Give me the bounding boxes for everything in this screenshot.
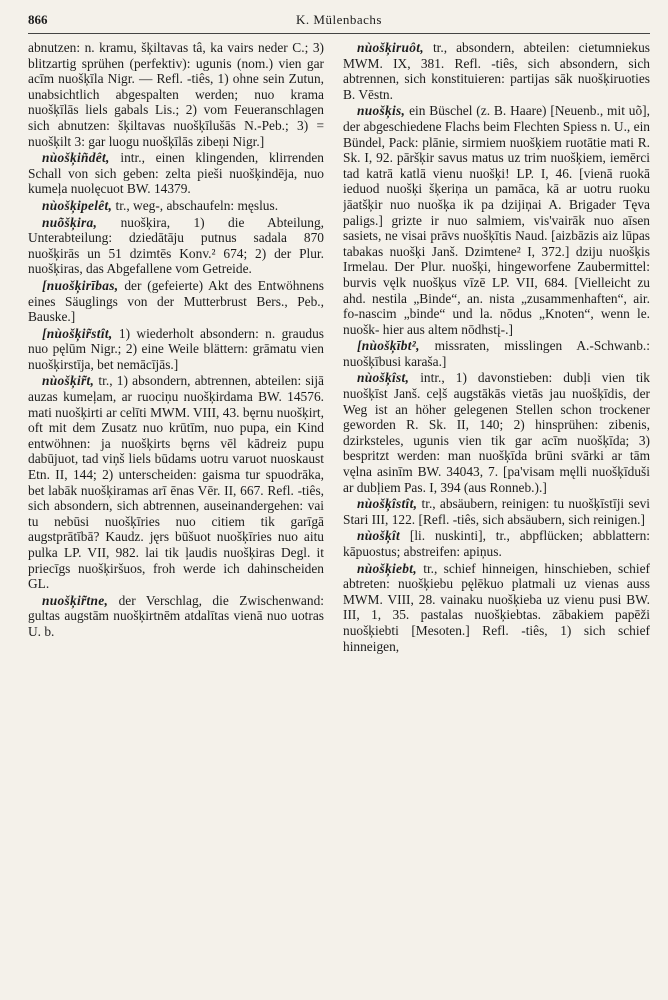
entry-headword: nùošķîstît, — [357, 496, 418, 512]
entry-text: tr., absondern, abteilen: cietumniekus MWM. IX, 381. Refl. -tiês, sich absondern, sich abtrennen, sich konstituieren: partijas sāk nuošķiruoties B. Vēstn. — [343, 40, 650, 102]
entry-headword: nùošķiebt, — [357, 560, 417, 576]
entry-text: missraten, misslingen A.-Schwanb.: nuošķībusi karaša.] — [343, 338, 650, 369]
dictionary-entry — [28, 593, 324, 640]
entry-text: tr., 1) absondern, abtrennen, abteilen: sijā auzas kumeļam, ar ruociņu nuošķirdama BW. 14576. mati nuošķirti ar celīti MWM. VIII, 43. bęrnu nuošķirt, oft mit dem Zusatz nuo krūtīm, nuo pupa, ein Kind entwöhnen: ja nuošķirts bęrns vēl kādreiz pupu dabūjuot, tad viņš liels būdams uotru varuot nuoskaust Etn. II, 144; 2) unterscheiden: gaisma tur spuodrāka, bet labāk nuošķiramas arī ēnas Vēr. II, 667. Refl. -tiês, sich absondern, sich abtrennen, auseinandergehen: vai tu nebūsi nuošķīries nuo citiem tik garīgā augstprātībā? Kaudz. jęrs būšuot nuošķīries nuo aitu pulka LP. VII, 982. lai tik ļaudis nuošķiras Degl. it priecīgs nuošķiršuos, froh werde ich dahinscheiden GL. — [28, 373, 324, 592]
entry-text: intr., 1) davonstieben: dubļi vien tik nuošķīst Janš. ceļš augstākās vietās jau nuošķīdis, der Weg ist an höher gelegenen Stellen schon trockener geworden R. Sk. II, 140; 2) hinsprühen: zibenis, dzirksteles, ugunis vien tik gar acīm nuošķīda; 3) bespritzt werden: man nuošķīda brūni svārki ar tām vęlna asinīm BW. 34043, 7. [pa'visam męlli nuošķīduši ar dubļiem Pas. I, 394 (aus Ronneb.).] — [343, 370, 650, 495]
entry-headword: nùošķiruôt, — [357, 40, 424, 55]
dictionary-entry — [28, 40, 324, 149]
entry-text: abnutzen: n. kramu, šķiltavas tâ, ka vairs neder C.; 3) blitzartig sprühen (perfektiv): ugunis (nom.) vien gar acīm nuošķīla Nigr. — Refl. -tiês, 1) ohne sein Zutun, unabsichtlich abgespalten werden; nuo krama nuošķīlās liels gabals Lis.; 2) vom Feueranschlagen sich abnutzen: šķiltavas nuošķīlušās N.-Peb.; 3) = nuošķilt 3: gar luogu nuošķīlās zibeņi Nigr.] — [28, 40, 324, 149]
dictionary-entry — [343, 370, 650, 495]
dictionary-entry — [28, 198, 324, 214]
entry-text: tr., schief hinneigen, hinschieben, schief abtreten: nuošķiebu pęlēkuo platmali uz vienas auss MWM. VIII, 28. vainaku nuošķieba uz vienu pusi BW. III, 1, 35. pastalas nuošķiebtas. zābakiem papēži nuošķiebti [Mesoten.] Refl. -tiês, 1) sich schief hinneigen, — [343, 560, 650, 654]
entry-headword: nuošķir̃tne, — [42, 592, 109, 608]
entry-text: nuošķira, 1) die Abteilung, Unterabteilung: dziedātāju putnus sadala 870 nuošķirās un 51 dzimtēs Konv.² 674; 2) der Plur. nuošķiras, das Abgefallene vom Getreide. — [28, 214, 324, 277]
entry-headword: nùošķît — [357, 528, 401, 544]
dictionary-entry — [343, 103, 650, 337]
entry-headword: [nuošķirības, — [42, 277, 119, 293]
entry-text: der Verschlag, die Zwischenwand: gultas augstām nuošķirtnēm atdalītas vienā nuo uotras U. b. — [28, 592, 324, 639]
dictionary-entry — [28, 215, 324, 277]
entry-text: [li. nuskinti], tr., abpflücken; abblattern: kāpuostus; abstreifen: apiņus. — [343, 528, 650, 559]
entry-headword: nùošķîst, — [357, 370, 410, 386]
entry-headword: nùošķipelêt, — [42, 197, 113, 213]
entry-headword: [nùošķībt², — [357, 338, 420, 354]
running-title: K. Mülenbachs — [296, 12, 382, 27]
page-number: 866 — [28, 12, 48, 27]
dictionary-entry — [28, 373, 324, 591]
entry-headword: nùošķiñdêt, — [42, 150, 110, 166]
entry-text: der (gefeierte) Akt des Entwöhnens eines Säuglings von der Mutterbrust Bers., Peb., Bauske.] — [28, 277, 324, 325]
dictionary-entry — [28, 326, 324, 373]
entry-text: tr., weg-, abschaufeln: męslus. — [112, 197, 279, 213]
dictionary-entry — [343, 496, 650, 527]
entry-text: tr., absäubern, reinigen: tu nuošķīstīji sevi Stari III, 122. [Refl. -tiês, sich absäubern, sich reinigen.] — [343, 496, 650, 527]
left-column — [28, 40, 324, 984]
entry-text: ein Büschel (z. B. Haare) [Neuenb., mit uõ], der abgeschiedene Flachs beim Flechten Spiess n. U., ein Bündel, Pack: plānie, sirmiem nuošķiem ruotātie mati R. Sk. I, 92. pāršķir savus matus uz trim nuošķiem, iemērci tad katrā katlā vienu nuošķi! LP. I, 46. [vienā ruokā ieduod nuošķi šķeriņa un pamāca, kā ar uotru ruoku jāatšķir nuo nuošķa ik pa dzijiņai A. Brigader Tęva paligs.] grizte ir nuo salmiem, vis'vairāk nuo aīsen sasiets, ne visai prāvs nuošķītis Naud. [aizbāzis aiz lūpas tabakas nuošķi Janš. Dzimtene² I, 372.] dziju nuošķis Irmelau. Der Plur. nuošķi, hingeworfene Zaubermittel: burvis vęlk nuošķus vīzē LP. VII, 684. [Vielleicht zu ahd. nestila „Binde“, an. nista „zusammenhaften“, air. fo-nascim „binde“ und la. nōdus „Knoten“, wenn le. nuošk- hier aus altem nōdhstį-.] — [343, 103, 650, 337]
entry-headword: nùošķir̃t, — [42, 373, 95, 389]
entry-headword: nuõšķira, — [42, 214, 98, 230]
dictionary-entry — [28, 278, 324, 325]
dictionary-entry — [343, 561, 650, 655]
entry-headword: [nùošķir̃stît, — [42, 325, 113, 341]
entry-text: intr., einen klingenden, klirrenden Schall von sich geben: zelta pieši nuošķindēja, nuo kumeļa nuolęcuot BW. 14379. — [28, 150, 324, 197]
dictionary-entry — [343, 528, 650, 559]
right-column — [343, 40, 650, 984]
entry-text: 1) wiederholt absondern: n. graudus nuo pęlūm Nigr.; 2) eine Weile blättern: grāmatu vien nuošķirstīja, bet nemācījās.] — [28, 325, 324, 372]
dictionary-entry — [343, 338, 650, 369]
entry-headword: nuošķis, — [357, 103, 406, 119]
header-rule — [28, 33, 650, 34]
page-header — [28, 10, 650, 32]
dictionary-entry — [343, 40, 650, 102]
dictionary-entry — [28, 150, 324, 197]
